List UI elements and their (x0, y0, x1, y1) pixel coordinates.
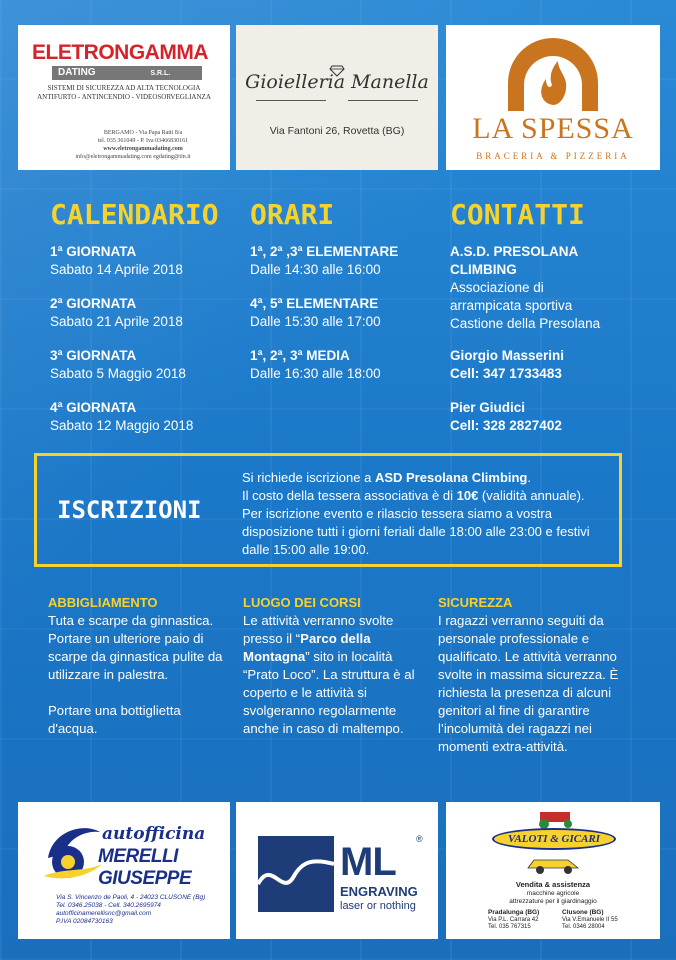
address-line: Tel. 0346.25038 - Cell. 340.2695974 (56, 902, 161, 909)
sponsor-name: ML (340, 840, 396, 884)
iscrizioni-heading: ISCRIZIONI (57, 496, 202, 524)
sponsor-ml-engraving-logo (236, 802, 438, 939)
sicurezza-section (438, 594, 628, 756)
schedule-item (250, 243, 398, 279)
sponsor-eletrongamma-logo (18, 25, 230, 170)
abbigliamento-heading: ABBIGLIAMENTO (48, 595, 158, 610)
iscrizioni-text-part: Si richiede iscrizione a (242, 470, 375, 485)
contatti-heading: CONTATTI (450, 198, 585, 231)
calendario-heading: CALENDARIO (50, 198, 219, 231)
luogo-text-part: ” sito in località “Prato Loco”. La struttura è al coperto e le attività si svolgeranno regolarmente anche in caso di maltempo. (243, 649, 415, 736)
sponsor-subtitle: BRACERIA & PIZZERIA (476, 151, 630, 161)
luogo-text-part: Le attività verranno svolte presso il “ (243, 613, 394, 646)
calendar-item (50, 399, 193, 435)
address-line: Via S. Vincenzo de Paoli, 4 - 24023 CLUSONE (Bg) (56, 894, 206, 901)
location-2 (562, 909, 618, 931)
sponsor-name-2: MERELLI GIUSEPPE (98, 846, 192, 889)
sponsor-lines (446, 890, 660, 906)
schedule-item-time: Dalle 14:30 alle 16:00 (250, 262, 381, 277)
sponsor-address (56, 894, 226, 926)
schedule-item-title: 1ª, 2ª ,3ª ELEMENTARE (250, 244, 399, 259)
iscrizioni-text-part: . (527, 470, 531, 485)
sponsor-name: LA SPESSA (472, 112, 634, 145)
location-address: Via V.Emanuele II 55 (562, 917, 618, 923)
contact-person-phone[interactable]: Cell: 328 2827402 (450, 418, 562, 433)
sponsor-merelli-logo (18, 802, 230, 939)
sponsor-subtitle: ENGRAVING (340, 884, 418, 899)
sponsor-valoti-gicari-logo (446, 802, 660, 939)
location-name: Pradalunga (BG) (488, 909, 540, 916)
orari-heading: ORARI (250, 198, 335, 231)
contact-person-phone[interactable]: Cell: 347 1733483 (450, 366, 562, 381)
calendar-item-date: Sabato 21 Aprile 2018 (50, 314, 183, 329)
sponsor-badge (52, 66, 202, 80)
contact-person-name: Pier Giudici (450, 400, 526, 415)
sponsor-la-spessa-logo (446, 25, 660, 170)
calendar-item (50, 347, 186, 383)
sponsor-name: Gioielleria Manella (245, 71, 429, 93)
divider (348, 100, 418, 101)
sponsor-line-1: Vendita & assistenza (515, 880, 591, 889)
registered-mark: ® (416, 834, 423, 844)
contact-org (450, 243, 600, 333)
abbigliamento-text-2: Portare una bottiglietta d'acqua. (48, 703, 181, 736)
schedule-item (250, 347, 381, 383)
calendar-item-title: 2ª GIORNATA (50, 296, 137, 311)
wheel-swoosh-icon (42, 818, 104, 882)
address-2: tel. 035 361049 - P. Iva 03466830161 (97, 138, 189, 144)
calendar-item-title: 3ª GIORNATA (50, 348, 137, 363)
contact-org-name-1: A.S.D. PRESOLANA (450, 244, 579, 259)
divider (256, 100, 326, 101)
luogo-section (243, 594, 423, 738)
address-1: BERGAMO - Via Papa Ratti 8/a (103, 130, 183, 136)
contact-person (450, 399, 562, 435)
sponsor-line-2: macchine agricole (526, 890, 580, 897)
schedule-item-title: 1ª, 2ª, 3ª MEDIA (250, 348, 350, 363)
wave-icon (258, 836, 334, 912)
location-phone: Tel. 0346 28004 (562, 924, 605, 930)
calendar-item (50, 243, 183, 279)
calendar-item-title: 4ª GIORNATA (50, 400, 137, 415)
sponsor-manella-logo (236, 25, 438, 170)
location-address: Via P.L. Carrara 42 (488, 917, 539, 923)
luogo-heading: LUOGO DEI CORSI (243, 595, 361, 610)
contact-org-desc-3: Castione della Presolana (450, 316, 601, 331)
calendar-item (50, 295, 183, 331)
schedule-item-time: Dalle 15:30 alle 17:00 (250, 314, 381, 329)
calendar-item-date: Sabato 12 Maggio 2018 (50, 418, 194, 433)
sponsor-name: VALOTI & GICARI (492, 828, 616, 850)
iscrizioni-text-part: (validità annuale). Per iscrizione evento e rilascio tessera siamo a vostra disposizione tutti i giorni feriali dalle 18:00 alle 23:00 e festivi dalle 15:00 alle 19:00. (242, 488, 590, 557)
sponsor-address: Via Fantoni 26, Rovetta (BG) (269, 125, 405, 137)
contact-org-desc-1: Associazione di (450, 280, 544, 295)
iscrizioni-box (34, 453, 622, 567)
oven-flame-icon (502, 33, 604, 113)
abbigliamento-section (48, 594, 238, 738)
contact-org-desc-2: arrampicata sportiva (450, 298, 573, 313)
contact-person (450, 347, 564, 383)
luogo-text (243, 612, 423, 738)
luogo-place-name: Parco della Montagna (243, 631, 371, 664)
calendar-item-date: Sabato 5 Maggio 2018 (50, 366, 186, 381)
location-phone: Tel. 035 767315 (488, 924, 531, 930)
schedule-item-time: Dalle 16:30 alle 18:00 (250, 366, 381, 381)
iscrizioni-club-name: ASD Presolana Climbing (374, 470, 528, 485)
abbigliamento-text-1: Tuta e scarpe da ginnastica. Portare un ulteriore paio di scarpe da ginnastica pulite da utilizzare in palestra. (48, 613, 223, 682)
location-1 (488, 909, 539, 931)
badge-suffix: S.R.L. (150, 70, 171, 77)
car-icon (524, 852, 584, 876)
iscrizioni-text (242, 469, 607, 559)
badge-text: DATING (58, 67, 96, 78)
contact-org-name-2: CLIMBING (450, 262, 517, 277)
contact-person-name: Giorgio Masserini (450, 348, 565, 363)
schedule-item-title: 4ª, 5ª ELEMENTARE (250, 296, 379, 311)
sicurezza-heading: SICUREZZA (438, 595, 513, 610)
location-name: Clusone (BG) (562, 909, 604, 916)
address-line: P.IVA 02084730163 (56, 918, 113, 925)
address-3: www.eletrongammadating.com (103, 146, 183, 152)
sponsor-name: ELETRONGAMMA (32, 41, 208, 64)
tagline-1: SISTEMI DI SICUREZZA AD ALTA TECNOLOGIA (47, 84, 201, 92)
schedule-item (250, 295, 381, 331)
tagline-2: ANTIFURTO - ANTINCENDIO - VIDEOSORVEGLIANZA (37, 93, 211, 101)
iscrizioni-text-part: Il costo della tessera associativa è di (242, 488, 457, 503)
ml-square-mark (258, 836, 334, 912)
sponsor-name-1: autofficina (102, 824, 206, 844)
sponsor-line-3: attrezzature per il giardinaggio (509, 898, 597, 905)
iscrizioni-price: 10€ (456, 488, 479, 503)
tractor-icon (526, 808, 586, 830)
address-4: info@eletrongammadating.com egdating@tin.it (75, 154, 191, 160)
sicurezza-text: I ragazzi verranno seguiti da personale professionale e qualificato. Le attività verranno svolte in massima sicurezza. È richiesta la presenza di alcuni genitori al fine di garantire l’incolumità dei ragazzi nei momenti extra-attività. (438, 613, 619, 754)
calendar-item-date: Sabato 14 Aprile 2018 (50, 262, 183, 277)
address-line: autofficinamerellisnc@gmail.com (56, 910, 152, 917)
sponsor-tagline: laser or nothing (340, 900, 416, 912)
calendar-item-title: 1ª GIORNATA (50, 244, 137, 259)
